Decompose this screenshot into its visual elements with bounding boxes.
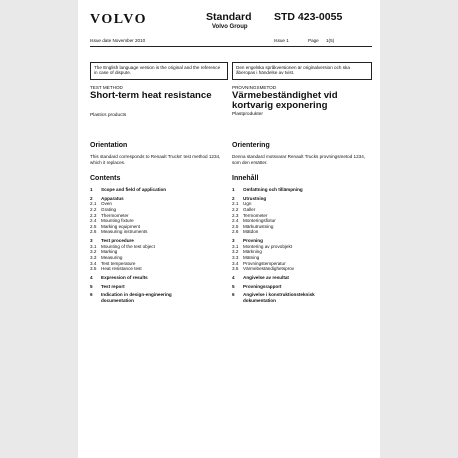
group-label: Volvo Group — [212, 24, 248, 30]
toc-text: Scope and field of application — [101, 187, 167, 192]
table-of-contents — [90, 187, 230, 304]
toc-number: 5 — [90, 283, 93, 289]
toc-number: 2.2 — [232, 206, 239, 212]
toc-number: 3.5 — [90, 266, 97, 272]
toc-text: Thermometer — [101, 212, 129, 218]
swedish-title-block — [232, 85, 370, 117]
toc-number: 3 — [232, 238, 235, 244]
toc-item — [90, 275, 230, 281]
toc-number: 2.1 — [90, 201, 97, 207]
toc-number: 1 — [232, 187, 235, 192]
toc-text: Ugn — [243, 201, 252, 207]
toc-text: Märkning — [243, 249, 262, 255]
toc-number: 3.5 — [232, 266, 239, 272]
toc-number: 3.4 — [90, 260, 97, 266]
toc-text: Apparatus — [101, 195, 124, 201]
toc-number: 2.5 — [232, 223, 239, 229]
toc-number: 4 — [232, 274, 235, 280]
toc-text: Test procedure — [101, 238, 134, 244]
contents-heading: Innehåll — [232, 175, 259, 182]
toc-number: 3.1 — [232, 243, 239, 249]
toc-item — [232, 266, 372, 272]
toc-text: Oven — [101, 201, 112, 207]
english-notice-box: The English language version is the original and the reference in case of dispute. — [90, 62, 228, 80]
toc-item — [90, 187, 230, 193]
issue-date: Issue date November 2010 — [90, 38, 146, 43]
toc-item — [232, 187, 372, 193]
toc-text: Monteringsfixtur — [243, 218, 276, 224]
page-label: Page — [308, 38, 319, 43]
toc-item — [232, 229, 372, 235]
toc-number — [90, 298, 101, 304]
toc-item — [90, 229, 230, 235]
category-label: PROVNINGSMETOD — [232, 85, 277, 90]
toc-text: Omfattning och tillämpning — [243, 187, 303, 192]
contents-heading: Contents — [90, 175, 121, 182]
toc-number: 1 — [90, 187, 93, 192]
toc-number: 2.3 — [90, 212, 97, 218]
toc-text: Värmebeständighetsprov — [243, 266, 295, 272]
toc-text: Märkutrustning — [243, 223, 274, 229]
standard-label: Standard — [206, 11, 252, 23]
document-number: STD 423-0055 — [274, 11, 343, 23]
orientation-heading: Orientation — [90, 142, 128, 149]
toc-number: 3.1 — [90, 243, 97, 249]
toc-text: Test report — [101, 283, 125, 289]
document-page — [78, 0, 380, 458]
document-subtitle: Plastprodukter — [232, 112, 263, 117]
toc-text: Angivelse av resultat — [243, 274, 289, 280]
toc-number: 3.3 — [232, 254, 239, 260]
orientation-heading: Orientering — [232, 142, 270, 149]
toc-item — [90, 266, 230, 272]
toc-text: Test temperature — [101, 260, 136, 266]
orientation-text: This standard corresponds to Renault Trucks' test method 1234, which it replaces. — [90, 154, 221, 165]
toc-number: 3 — [90, 238, 93, 244]
toc-text: Galler — [243, 206, 256, 212]
issue-number: Issue 1 — [274, 38, 289, 43]
page-value: 1(5) — [326, 38, 335, 43]
toc-text: Expression of results — [101, 274, 148, 280]
category-label: TEST METHOD — [90, 85, 123, 90]
toc-number: 2.6 — [90, 229, 97, 235]
volvo-logo: VOLVO — [90, 12, 147, 27]
toc-number: 6 — [90, 292, 93, 298]
toc-text: Provningsrapport — [243, 283, 282, 289]
toc-item — [90, 298, 230, 304]
toc-text: Measuring instruments — [101, 229, 148, 235]
toc-number: 2 — [90, 195, 93, 201]
swedish-notice-box: Den engelska språkversionen är originalversion och ska åberopas i händelse av tvist. — [232, 62, 372, 80]
toc-number: 5 — [232, 283, 235, 289]
toc-number: 3.4 — [232, 260, 239, 266]
toc-text: Provning — [243, 238, 263, 244]
toc-text: Marking equipment — [101, 223, 141, 229]
toc-number: 4 — [90, 274, 93, 280]
toc-text: Montering av provobjekt — [243, 243, 293, 249]
toc-number: 2 — [232, 195, 235, 201]
toc-text: Mätning — [243, 254, 260, 260]
toc-number — [232, 298, 243, 304]
toc-item — [232, 275, 372, 281]
toc-text: Heat resistance test — [101, 266, 142, 272]
toc-number: 3.2 — [90, 249, 97, 255]
toc-text: Mounting of the test object — [101, 243, 155, 249]
toc-text: Grating — [101, 206, 117, 212]
toc-number: 2.3 — [232, 212, 239, 218]
english-title-block — [90, 85, 228, 118]
document-subtitle: Plastics products — [90, 113, 127, 118]
document-title-line1: Värmebeständighet vid — [232, 90, 338, 101]
toc-text: Mätdon — [243, 229, 259, 235]
toc-number: 2.6 — [232, 229, 239, 235]
toc-number: 2.4 — [232, 218, 239, 224]
toc-item — [232, 298, 372, 304]
toc-number: 3.2 — [232, 249, 239, 255]
toc-number: 2.4 — [90, 218, 97, 224]
toc-number: 3.3 — [90, 254, 97, 260]
toc-text: Marking — [101, 249, 118, 255]
toc-text: dokumentation — [243, 298, 276, 304]
toc-item — [90, 284, 230, 290]
orientation-text: Denna standard motsvarar Renault Trucks provningsmetod 1234, som den ersätter. — [232, 154, 366, 165]
document-title-line2: kortvarig exponering — [232, 100, 328, 111]
header-rule — [90, 46, 372, 47]
toc-number: 6 — [232, 292, 235, 298]
toc-text: Mounting fixture — [101, 218, 134, 224]
toc-text: Angivelse i konstruktionsteknisk — [243, 292, 315, 298]
toc-text: Indication in design-engineering — [101, 292, 172, 298]
toc-text: documentation — [101, 298, 134, 304]
toc-text: Termometer — [243, 212, 268, 218]
toc-number: 2.5 — [90, 223, 97, 229]
toc-text: Utrustning — [243, 195, 267, 201]
toc-item — [232, 284, 372, 290]
toc-number: 2.1 — [232, 201, 239, 207]
table-of-contents — [232, 187, 372, 304]
toc-text: Provningstemperatur — [243, 260, 286, 266]
toc-text: Measuring — [101, 254, 123, 260]
toc-number: 2.2 — [90, 206, 97, 212]
document-title: Short-term heat resistance — [90, 90, 212, 101]
